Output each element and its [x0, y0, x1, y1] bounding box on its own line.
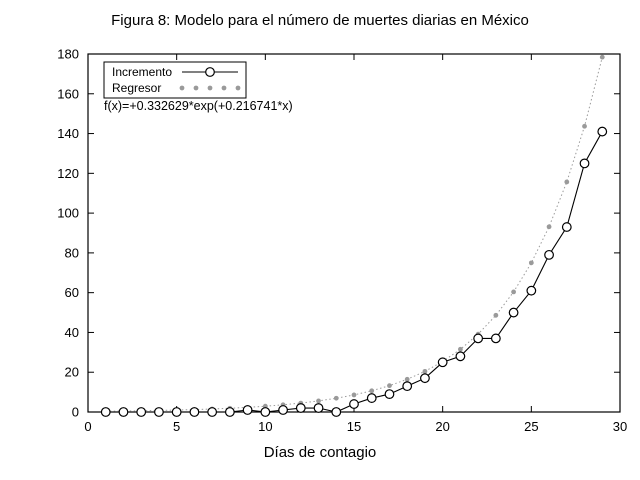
incremento-point [101, 408, 110, 417]
y-tick-label: 80 [64, 245, 79, 261]
y-tick-label: 20 [64, 364, 79, 380]
incremento-point [314, 404, 323, 413]
incremento-point [172, 408, 181, 417]
incremento-point [545, 251, 554, 260]
incremento-point [421, 374, 430, 383]
x-tick-label: 10 [258, 419, 273, 434]
legend-sample-marker-regresor [208, 86, 213, 91]
regresor-point [529, 260, 534, 265]
incremento-point [243, 406, 252, 415]
incremento-point [580, 159, 589, 168]
legend-sample-marker-regresor [194, 86, 199, 91]
incremento-point [367, 394, 376, 403]
incremento-point [509, 308, 518, 317]
legend-label-incremento: Incremento [112, 65, 173, 79]
legend-label-regresor: Regresor [112, 81, 162, 95]
incremento-point [332, 408, 341, 417]
legend-sample-marker-incremento [206, 68, 215, 77]
x-tick-label: 25 [524, 419, 539, 434]
y-tick-label: 40 [64, 324, 79, 340]
incremento-point [474, 334, 483, 343]
x-tick-label: 5 [173, 419, 181, 434]
legend [104, 62, 246, 98]
incremento-point [279, 406, 288, 415]
y-tick-label: 100 [57, 205, 79, 221]
equation-text: f(x)=+0.332629*exp(+0.216741*x) [104, 99, 293, 113]
incremento-point [598, 127, 607, 136]
incremento-point [438, 358, 447, 367]
incremento-point [350, 400, 359, 409]
incremento-point [563, 223, 572, 232]
legend-sample-marker-regresor [236, 86, 241, 91]
y-tick-label: 120 [57, 165, 79, 181]
x-tick-label: 20 [435, 419, 450, 434]
incremento-point [403, 382, 412, 391]
y-tick-label: 180 [57, 46, 79, 62]
y-tick-label: 60 [64, 285, 79, 301]
x-tick-label: 15 [346, 419, 362, 434]
y-tick-label: 140 [57, 126, 79, 142]
x-tick-label: 0 [84, 419, 92, 434]
regresor-point [564, 180, 569, 185]
incremento-point [137, 408, 146, 417]
incremento-point [492, 334, 501, 343]
y-tick-label: 0 [71, 404, 79, 420]
incremento-point [527, 286, 536, 295]
incremento-point [261, 408, 270, 417]
incremento-point [119, 408, 128, 417]
incremento-point [155, 408, 164, 417]
legend-sample-marker-regresor [180, 86, 185, 91]
incremento-line [106, 132, 603, 412]
y-tick-label: 160 [57, 86, 79, 102]
incremento-point [208, 408, 217, 417]
x-tick-label: 30 [612, 419, 628, 434]
incremento-point [226, 408, 235, 417]
page-title: Figura 8: Modelo para el número de muertes diarias en México [111, 12, 529, 29]
incremento-point [297, 404, 306, 413]
incremento-point [190, 408, 199, 417]
equation-annotation [104, 99, 293, 113]
x-axis-label: Días de contagio [263, 444, 377, 461]
regresor-point [547, 224, 552, 229]
incremento-point [385, 390, 394, 399]
incremento-point [456, 352, 465, 361]
legend-sample-marker-regresor [222, 86, 227, 91]
